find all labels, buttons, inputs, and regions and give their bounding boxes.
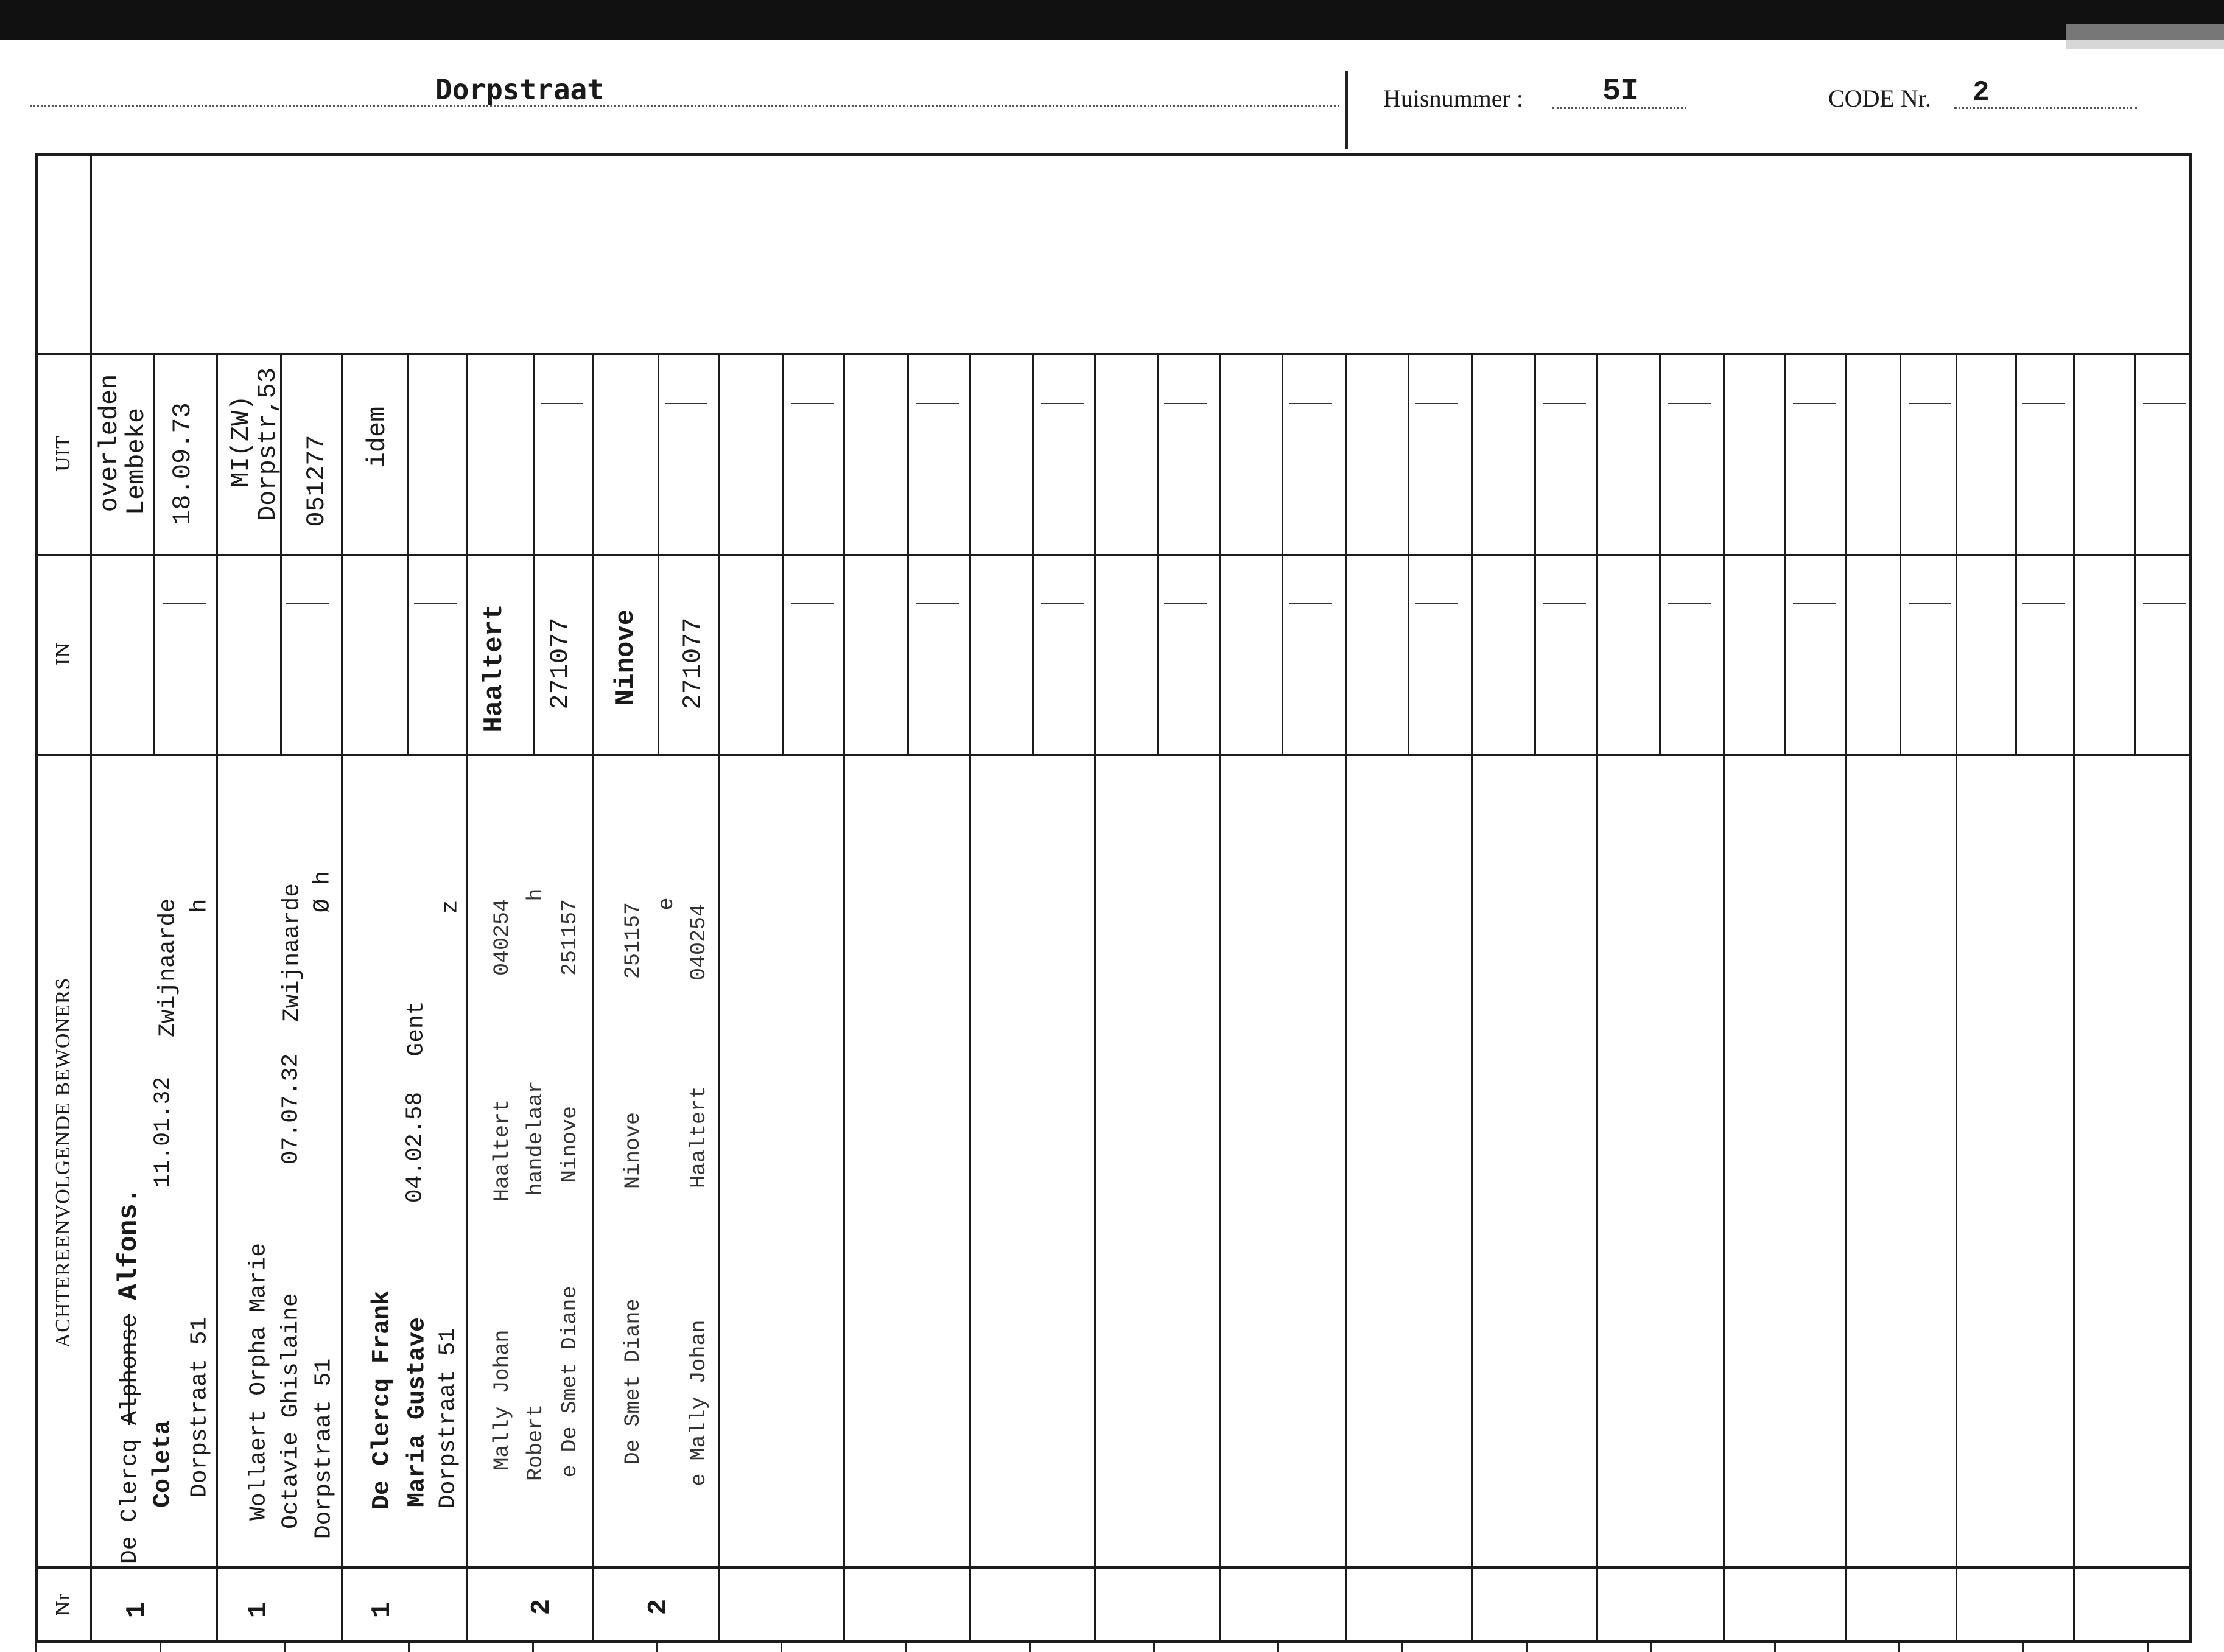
record-3-birthplace: Gent [403, 1001, 430, 1057]
column-divider [1094, 353, 1096, 1640]
record-4-line3-date: 251157 [558, 898, 582, 976]
column-divider [843, 353, 845, 1640]
record-2-name: Wollaert Orpha Marie [245, 1242, 272, 1521]
column-divider [466, 353, 468, 1640]
code-value: 2 [1973, 77, 1990, 108]
street-dotted-line [30, 105, 1339, 107]
record-4-line3-name: e De Smet Diane [558, 1286, 582, 1478]
record-4-line2-role: h [524, 888, 548, 901]
record-3-firstname: Maria Gustave [404, 1317, 432, 1508]
column-divider [216, 353, 218, 1640]
record-1-uit-date: 18.09.73 [168, 402, 197, 525]
column-divider [969, 353, 971, 1640]
register-table [35, 153, 2192, 1643]
ruler-tick [2147, 1643, 2149, 1652]
record-3-address: Dorpstraat 51 [435, 1328, 461, 1509]
sub-column-divider [1534, 353, 1536, 754]
ruler-tick [160, 1643, 161, 1652]
sub-column-divider [1784, 353, 1786, 754]
ruler-tick [284, 1643, 286, 1652]
sub-column-divider [153, 353, 155, 754]
record-5-line2-role: e [654, 897, 679, 911]
row-divider-nr [35, 1566, 2192, 1569]
record-4-line2-name: Robert [524, 1404, 548, 1482]
street-name: Dorpstraat [435, 73, 604, 106]
code-dotted-line [1954, 107, 2137, 109]
column-divider [1723, 353, 1725, 1640]
record-3-uit: idem [363, 406, 392, 468]
record-5-line3-place: Haaltert [687, 1085, 711, 1189]
nr-label: Nr [52, 1593, 74, 1616]
record-2-birthdate: 07.07.32 [278, 1053, 304, 1165]
record-2-uit-date: 051277 [302, 435, 331, 527]
ruler-tick [1029, 1643, 1031, 1652]
record-1-name-tail: Alfons. [114, 1187, 144, 1300]
record-5-in-date: 271077 [678, 617, 707, 710]
record-2-role: Ø h [309, 870, 336, 913]
column-divider [1596, 353, 1598, 1640]
record-2-nr: 1 [244, 1601, 274, 1619]
tick-mark [1415, 603, 1458, 604]
ruler-tick [1277, 1643, 1279, 1652]
record-2-address: Dorpstraat 51 [310, 1358, 337, 1539]
sub-column-divider [658, 353, 659, 754]
ruler-tick [1526, 1643, 1528, 1652]
tick-mark [1793, 403, 1836, 404]
tick-mark [1543, 403, 1586, 404]
column-divider [1345, 353, 1347, 1640]
ruler-tick [781, 1643, 782, 1652]
record-5-in-place: Ninove [611, 609, 641, 706]
sub-column-divider [1032, 353, 1034, 754]
tick-mark [665, 403, 707, 404]
column-divider [341, 353, 343, 1640]
ruler-tick [1153, 1643, 1155, 1652]
tick-mark [1668, 403, 1711, 404]
tick-mark [1041, 403, 1084, 404]
ruler-tick [1898, 1643, 1900, 1652]
column-divider [1471, 353, 1473, 1640]
record-5-line3-date: 040254 [687, 903, 711, 981]
row-divider-uit [35, 353, 2192, 355]
ruler-tick [1650, 1643, 1652, 1652]
tick-mark [1289, 603, 1332, 604]
bewoners-label: ACHTEREENVOLGENDE BEWONERS [52, 977, 74, 1348]
tick-mark [1289, 403, 1332, 404]
record-3-nr: 1 [367, 1601, 398, 1619]
tick-mark [1909, 603, 1951, 604]
record-3-name: De Clercq Frank [368, 1290, 396, 1510]
record-4-line1-place: Haaltert [490, 1099, 514, 1202]
record-4-line2-occupation: handelaar [524, 1080, 548, 1196]
huisnummer-dotted-line [1552, 107, 1686, 109]
tick-mark [163, 603, 206, 604]
label-column-divider [90, 153, 92, 1643]
sub-column-divider [1157, 353, 1159, 754]
record-4-line3-place: Ninove [558, 1105, 582, 1183]
tick-mark [1041, 603, 1084, 604]
record-1-name-line [114, 1188, 144, 1564]
ruler-tick [1774, 1643, 1776, 1652]
record-4-in-place: Haaltert [479, 604, 510, 733]
tick-mark [1793, 603, 1836, 604]
tick-mark [541, 403, 583, 404]
tick-mark [1909, 403, 1951, 404]
record-1-uit-place: Lembeke [122, 407, 151, 516]
huisnummer-label: Huisnummer : [1383, 85, 1523, 112]
record-1-birthplace: Zwijnaarde [155, 898, 181, 1038]
sub-column-divider [782, 353, 784, 754]
column-divider [592, 353, 594, 1640]
record-5-line1-place: Ninove [621, 1111, 645, 1189]
sub-column-divider [407, 353, 409, 754]
sub-column-divider [1900, 353, 1901, 754]
tick-mark [414, 603, 457, 604]
record-1-nr: 1 [122, 1601, 152, 1619]
scan-top-border [0, 0, 2224, 40]
tick-mark [2022, 603, 2065, 604]
record-5-line1-date: 251157 [621, 901, 645, 979]
column-divider [1219, 353, 1221, 1640]
record-4-in-date: 271077 [545, 617, 575, 710]
tick-mark [1415, 403, 1458, 404]
record-5-line1-name: De Smet Diane [621, 1298, 645, 1465]
sub-column-divider [1282, 353, 1283, 754]
tick-mark [916, 403, 959, 404]
column-divider [718, 353, 720, 1640]
record-1-birthdate: 11.01.32 [150, 1076, 177, 1188]
sub-column-divider [907, 353, 909, 754]
in-label: IN [52, 642, 74, 665]
column-divider [1845, 353, 1847, 1640]
ruler-tick [532, 1643, 534, 1652]
record-2-uit-code: MI(ZW) [226, 395, 256, 488]
tick-mark [916, 603, 959, 604]
uit-label: UIT [52, 435, 74, 472]
sub-column-divider [2015, 353, 2017, 754]
sub-column-divider [533, 353, 535, 754]
tick-mark [1543, 603, 1586, 604]
column-divider [2073, 353, 2075, 1640]
ruler-tick [1401, 1643, 1403, 1652]
record-5-line3-name: e Mally Johan [687, 1320, 711, 1486]
scan-noise [2066, 24, 2224, 49]
record-1-name-struck: Alphonse [117, 1314, 143, 1426]
ruler-tick [905, 1643, 907, 1652]
record-4-line1-name: Mally Johan [490, 1329, 514, 1471]
tick-mark [1668, 603, 1711, 604]
tick-mark [1164, 403, 1207, 404]
tick-mark [791, 403, 834, 404]
huisnummer-value: 5I [1602, 74, 1640, 109]
record-2-uit-address: Dorpstr,53 [253, 367, 282, 522]
record-3-role: z [437, 900, 464, 914]
header-separator [1345, 71, 1348, 149]
record-1-address: Dorpstraat 51 [186, 1317, 213, 1498]
sub-column-divider [1408, 353, 1409, 754]
tick-mark [791, 603, 834, 604]
row-divider-in [35, 554, 2192, 556]
record-3-birthdate: 04.02.58 [402, 1091, 429, 1203]
tick-mark [2022, 403, 2065, 404]
ruler-tick [2022, 1643, 2024, 1652]
row-divider-bewoners [35, 754, 2192, 756]
record-2-firstname: Octavie Ghislaine [278, 1293, 304, 1529]
tick-mark [286, 603, 329, 604]
sub-column-divider [1659, 353, 1661, 754]
record-4-line1-date: 040254 [490, 898, 514, 976]
record-1-role: h [186, 898, 213, 913]
column-divider [1956, 353, 1957, 1640]
code-label: CODE Nr. [1828, 85, 1931, 112]
record-1-name-a: De Clercq [117, 1438, 143, 1564]
record-5-nr: 2 [644, 1598, 674, 1615]
sub-column-divider [2134, 353, 2136, 754]
ruler-tick [408, 1643, 410, 1652]
ruler-tick [35, 1643, 37, 1652]
ruler-tick [656, 1643, 658, 1652]
tick-mark [2143, 603, 2186, 604]
record-4-nr: 2 [527, 1598, 557, 1615]
record-1-firstname: Coleta [149, 1419, 177, 1508]
record-1-uit-reason: overleden [95, 374, 124, 513]
tick-mark [1164, 603, 1207, 604]
record-2-birthplace: Zwijnaarde [279, 883, 306, 1023]
tick-mark [2143, 403, 2186, 404]
